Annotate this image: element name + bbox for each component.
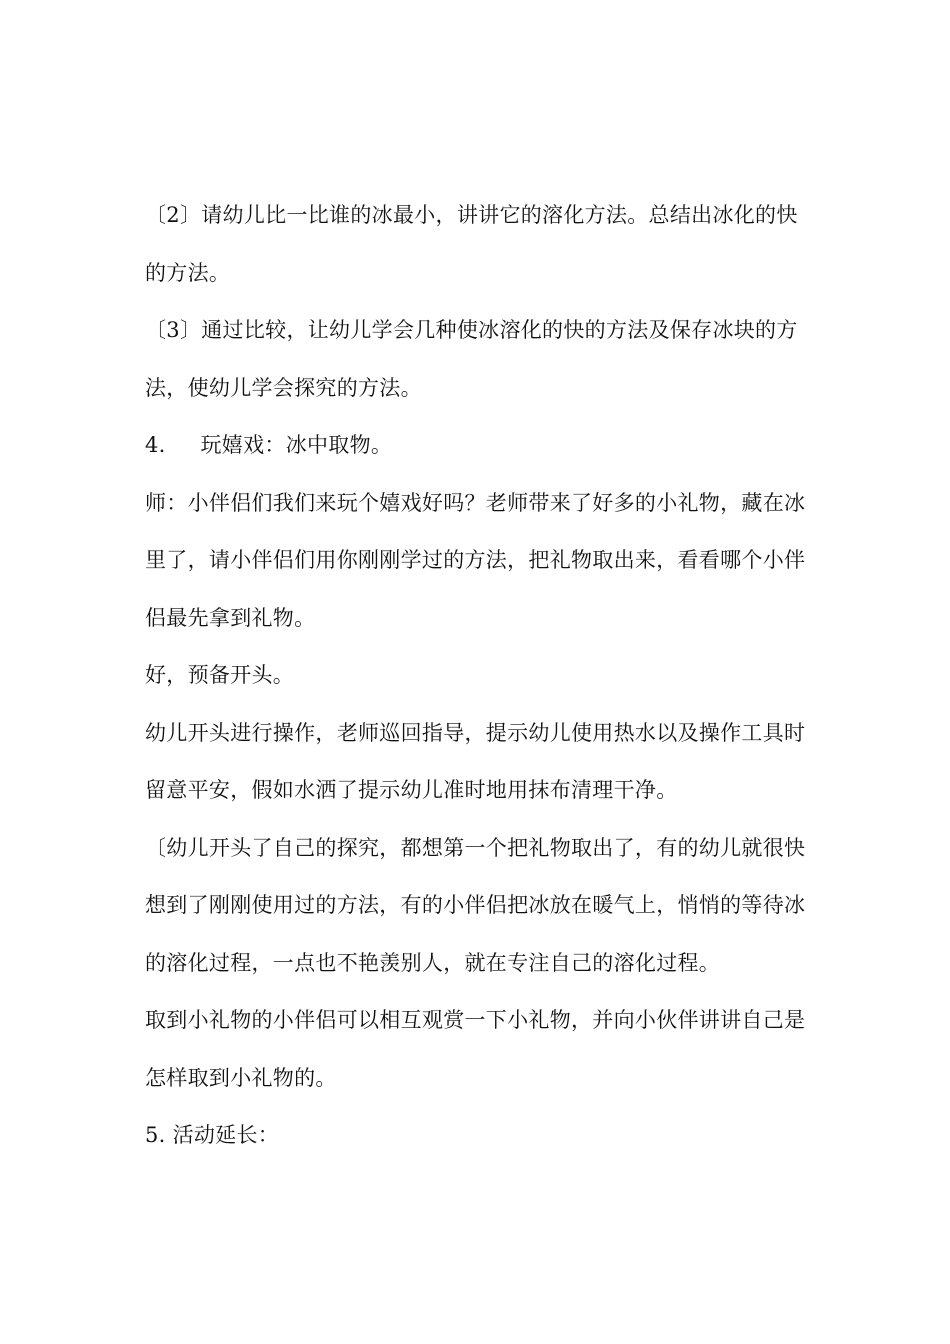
- paragraph-teacher-speech: 师：小伴侣们我们来玩个嬉戏好吗？老师带来了好多的小礼物，藏在冰里了，请小伴侣们用你刚刚学过的方法，把礼物取出来，看看哪个小伴侣最先拿到礼物。: [145, 490, 806, 630]
- paragraph-step-3: 〔3〕通过比较，让幼儿学会几种使冰溶化的快的方法及保存冰块的方法，使幼儿学会探究的方法。: [145, 318, 798, 400]
- paragraph-ready-start: 好，预备开头。: [145, 663, 295, 687]
- paragraph-children-operate: 幼儿开头进行操作，老师巡回指导，提示幼儿使用热水以及操作工具时留意平安，假如水洒了提示幼儿准时地用抹布清理干净。: [145, 720, 806, 802]
- paragraph-children-explore: 〔幼儿开头了自己的探究，都想第一个把礼物取出了，有的幼儿就很快想到了刚刚使用过的方法，有的小伴侣把冰放在暖气上，悄悄的等待冰的溶化过程，一点也不艳羡别人，就在专注自己的溶化过程。: [145, 835, 806, 975]
- paragraph-section-5-heading: 5. 活动延长：: [145, 1123, 280, 1147]
- document-body: [145, 187, 810, 1165]
- paragraph-step-2: 〔2〕请幼儿比一比谁的冰最小，讲讲它的溶化方法。总结出冰化的快的方法。: [145, 203, 798, 285]
- paragraph-share-gifts: 取到小礼物的小伴侣可以相互观赏一下小礼物，并向小伙伴讲讲自己是怎样取到小礼物的。: [145, 1008, 806, 1090]
- paragraph-section-4-heading: 4. 玩嬉戏：冰中取物。: [145, 433, 393, 457]
